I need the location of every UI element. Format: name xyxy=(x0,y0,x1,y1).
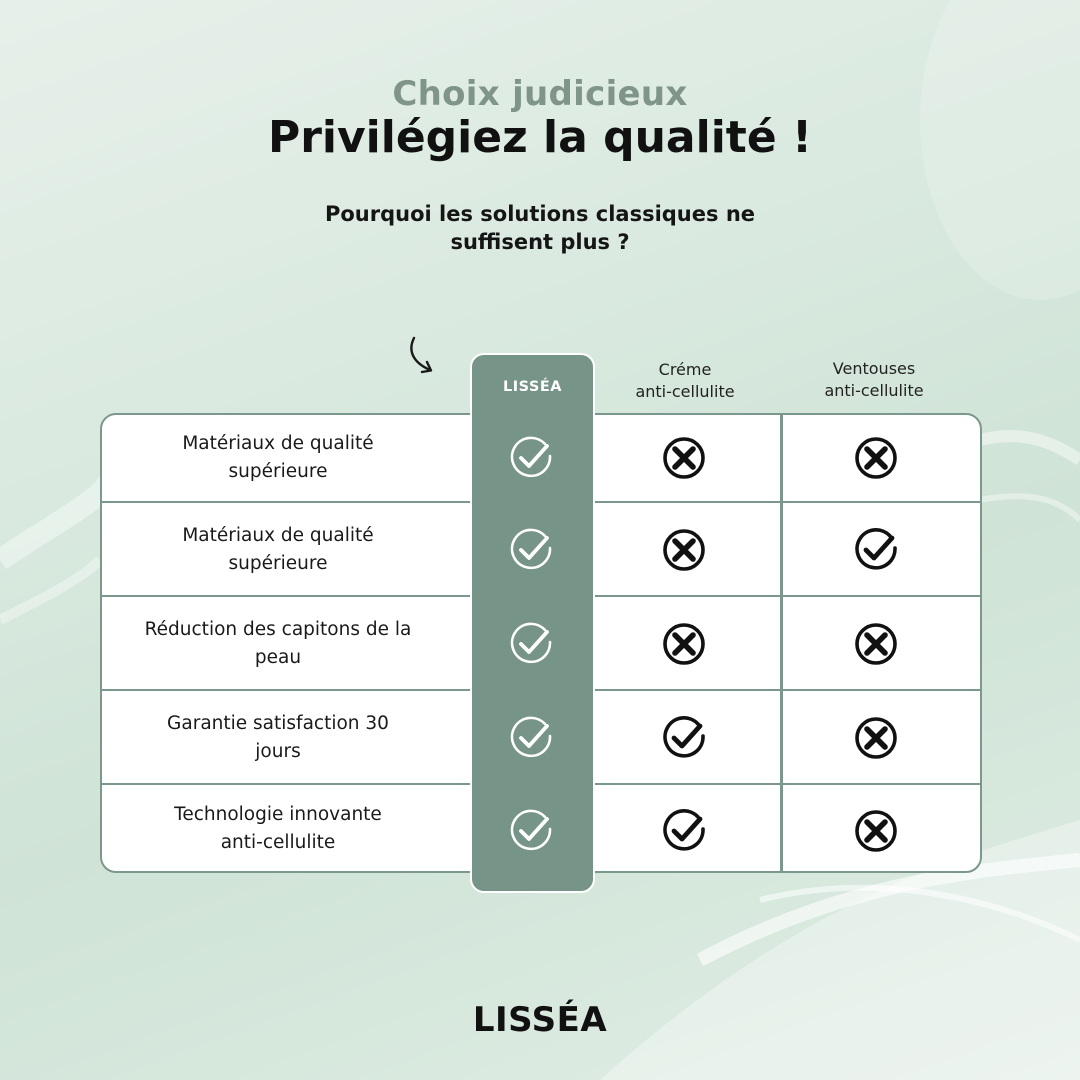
footer-brand-logo: LISSÉA xyxy=(472,1000,608,1040)
column-header-ventouses xyxy=(799,358,949,402)
check-icon xyxy=(507,807,555,855)
column-header-ventouses-line2: anti-cellulite xyxy=(824,381,924,400)
row-label: Réduction des capitons de la peau xyxy=(144,619,412,668)
row-label: Matériaux de qualité supérieure xyxy=(182,525,374,574)
check-icon xyxy=(852,526,900,574)
cross-icon xyxy=(660,526,708,574)
brand-column-header: LISSÉA xyxy=(503,379,562,395)
column-header-creme-line2: anti-cellulite xyxy=(635,382,735,401)
curved-arrow-icon xyxy=(402,334,446,382)
column-header-creme xyxy=(610,359,760,403)
check-icon xyxy=(507,714,555,762)
cross-icon xyxy=(660,434,708,482)
check-icon xyxy=(660,807,708,855)
cross-icon xyxy=(852,807,900,855)
cross-icon xyxy=(852,434,900,482)
check-icon xyxy=(507,434,555,482)
check-icon xyxy=(660,714,708,762)
column-divider xyxy=(780,415,783,871)
kicker-heading: Choix judicieux xyxy=(392,74,688,114)
row-label: Matériaux de qualité supérieure xyxy=(182,433,374,482)
subtitle: Pourquoi les solutions classiques ne suffisent plus ? xyxy=(324,202,756,254)
column-header-ventouses-line1: Ventouses xyxy=(832,359,916,378)
row-label: Technologie innovante anti-cellulite xyxy=(174,804,382,853)
cross-icon xyxy=(852,620,900,668)
cross-icon xyxy=(660,620,708,668)
row-label: Garantie satisfaction 30 jours xyxy=(167,713,389,762)
page-title: Privilégiez la qualité ! xyxy=(267,112,813,163)
check-icon xyxy=(507,526,555,574)
check-icon xyxy=(507,620,555,668)
column-header-creme-line1: Créme xyxy=(658,360,712,379)
cross-icon xyxy=(852,714,900,762)
